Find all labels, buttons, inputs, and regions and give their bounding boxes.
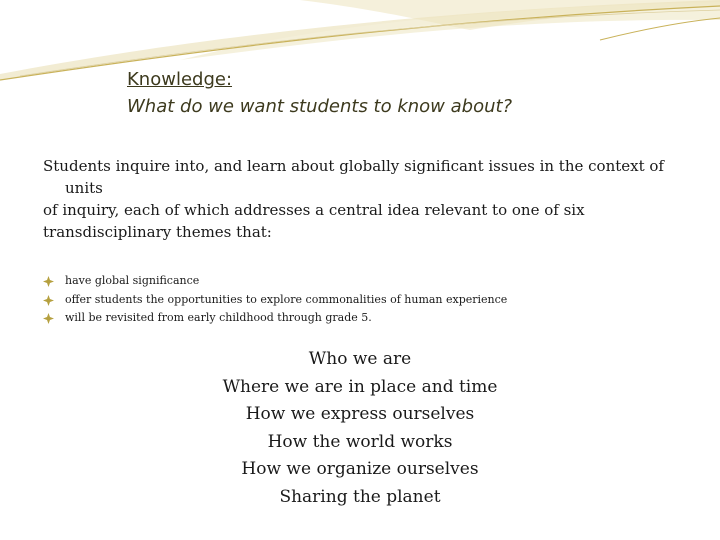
theme-item: Where we are in place and time <box>222 376 498 397</box>
bullet-item <box>43 272 683 291</box>
diamond-bullet-icon <box>43 276 54 287</box>
theme-item: How the world works <box>267 431 453 452</box>
diamond-bullet-icon <box>43 295 54 306</box>
bullet-item <box>43 291 683 310</box>
theme-item: Who we are <box>308 349 412 369</box>
body-line: units <box>65 179 103 197</box>
slide-subtitle: What do we want students to know about? <box>127 96 513 117</box>
bullet-item <box>43 309 683 328</box>
title-block <box>127 66 687 120</box>
slide-title: Knowledge: <box>127 69 233 90</box>
body-line: Students inquire into, and learn about globally significant issues in the context of <box>43 157 664 175</box>
theme-item: How we organize ourselves <box>241 459 479 479</box>
bullet-text: have global significance <box>65 274 200 287</box>
theme-item: How we express ourselves <box>245 404 475 424</box>
bullet-list <box>43 272 683 328</box>
body-line: transdisciplinary themes that: <box>43 223 272 241</box>
body-paragraph <box>43 155 683 243</box>
diamond-bullet-icon <box>43 313 54 324</box>
bullet-text: will be revisited from early childhood through grade 5. <box>65 311 372 324</box>
body-line: of inquiry, each of which addresses a central idea relevant to one of six <box>43 201 585 219</box>
theme-item: Sharing the planet <box>279 486 441 507</box>
bullet-text: offer students the opportunities to explore commonalities of human experience <box>65 292 508 306</box>
themes-list <box>200 346 520 511</box>
